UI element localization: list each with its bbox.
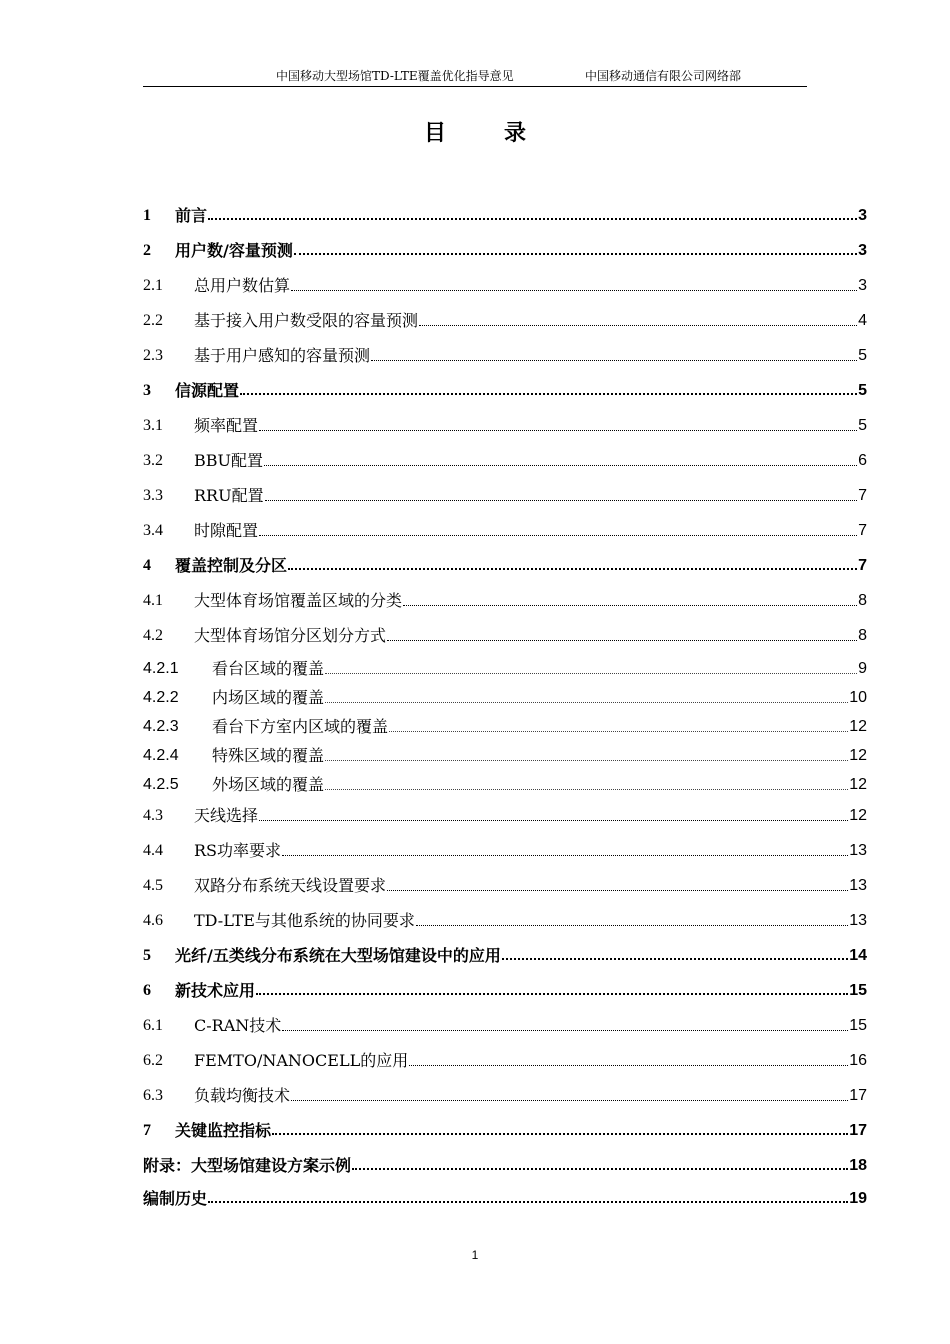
toc-entry-page: 7 [858,487,867,504]
toc-entry-number: 2.2 [143,312,163,329]
toc-dot-leader [256,993,848,995]
toc-entry[interactable] [143,275,867,297]
toc-dot-leader [288,568,857,570]
toc-entry-page: 8 [858,592,867,609]
toc-dot-leader [259,535,857,536]
toc-dot-leader [416,925,848,926]
toc-entry-page: 13 [849,842,867,859]
toc-entry[interactable] [143,520,867,542]
page-number: 1 [471,1248,479,1262]
toc-entry-page: 9 [858,660,867,677]
toc-entry-title: 编制历史 [143,1189,208,1208]
toc-title-char-1: 目 [423,121,446,146]
toc-entry-title: 内场区域的覆盖 [212,688,325,707]
toc-entry-page: 8 [858,627,867,644]
toc-entry[interactable] [143,1015,867,1037]
toc-entry-page: 7 [858,557,867,574]
toc-entry[interactable] [143,1050,867,1072]
toc-entry-page: 3 [858,277,867,294]
toc-entry-page: 14 [849,947,867,964]
toc-entry-title: 信源配置 [175,381,240,400]
toc-dot-leader [208,218,857,220]
toc-entry-number: 4.2.1 [143,660,179,677]
toc-entry-number: 4.3 [143,807,163,824]
toc-dot-leader [259,430,857,431]
toc-entry-title: 覆盖控制及分区 [175,556,288,575]
toc-entry-title: 用户数/容量预测 [175,241,293,260]
toc-entry-page: 16 [849,1052,867,1069]
toc-entry-title: 新技术应用 [175,981,256,1000]
toc-entry[interactable] [143,345,867,367]
toc-entry-page: 7 [858,522,867,539]
toc-entry-page: 18 [849,1157,867,1174]
toc-dot-leader [419,325,857,326]
toc-entry-number: 4.6 [143,912,163,929]
toc-entry-title: 前言 [175,206,208,225]
toc-dot-leader [294,253,857,255]
toc-entry-page: 5 [858,417,867,434]
toc-dot-leader [325,789,848,790]
toc-entry-page: 17 [849,1122,867,1139]
toc-entry-page: 12 [849,776,867,793]
toc-entry-number: 6 [143,982,151,999]
toc-dot-leader [240,393,857,395]
toc-entry-page: 17 [849,1087,867,1104]
toc-entry-page: 10 [849,689,867,706]
toc-entry-title: 双路分布系统天线设置要求 [194,876,387,895]
toc-entry-title: 看台下方室内区域的覆盖 [212,717,389,736]
toc-dot-leader [259,820,848,821]
toc-entry[interactable] [143,205,867,227]
toc-entry-title: BBU配置 [194,451,264,470]
toc-entry[interactable] [143,380,867,402]
toc-entry[interactable] [143,625,867,647]
toc-dot-leader [291,290,857,291]
toc-entry-title: 基于接入用户数受限的容量预测 [194,311,419,330]
toc-dot-leader [282,855,848,856]
toc-dot-leader [208,1201,848,1203]
toc-entry[interactable] [143,415,867,437]
toc-entry[interactable] [143,555,867,577]
page-header [143,68,807,87]
header-organization: 中国移动通信有限公司网络部 [585,69,742,83]
toc-dot-leader [371,360,857,361]
toc-entry-title: 外场区域的覆盖 [212,775,325,794]
toc-entry-number: 4.5 [143,877,163,894]
toc-entry[interactable] [143,1188,867,1210]
toc-entry[interactable] [143,875,867,897]
toc-entry-page: 13 [849,877,867,894]
toc-dot-leader [264,465,857,466]
toc-title-char-2: 录 [504,121,527,146]
toc-entry[interactable] [143,1085,867,1107]
toc-dot-leader [325,702,848,703]
toc-entry-page: 6 [858,452,867,469]
toc-entry[interactable] [143,590,867,612]
toc-entry-page: 5 [858,347,867,364]
toc-entry[interactable] [143,687,867,709]
toc-entry-number: 4.2.5 [143,776,179,793]
toc-entry[interactable] [143,774,867,796]
toc-entry-title: 光纤/五类线分布系统在大型场馆建设中的应用 [175,946,501,965]
toc-dot-leader [325,760,848,761]
toc-dot-leader [325,673,857,674]
toc-entry-title: C-RAN技术 [194,1016,282,1035]
toc-entry-number: 4.2.4 [143,747,179,764]
toc-entry-page: 12 [849,718,867,735]
toc-entry-title: RS功率要求 [194,841,282,860]
toc-entry-page: 15 [849,1017,867,1034]
toc-entry-number: 4.2 [143,627,163,644]
toc-entry-number: 4 [143,557,151,574]
toc-entry-number: 2 [143,242,151,259]
toc-entry[interactable] [143,310,867,332]
toc-entry-title: 大型体育场馆覆盖区域的分类 [194,591,403,610]
toc-entry[interactable] [143,945,867,967]
toc-entry-title: 特殊区域的覆盖 [212,746,325,765]
toc-dot-leader [387,640,857,641]
toc-entry-number: 5 [143,947,151,964]
toc-entry-page: 3 [858,207,867,224]
toc-entry-title: 频率配置 [194,416,259,435]
toc-entry-number: 3.3 [143,487,163,504]
toc-entry-page: 5 [858,382,867,399]
toc-dot-leader [502,958,848,960]
toc-entry-page: 15 [849,982,867,999]
toc-entry-number: 3.4 [143,522,163,539]
toc-entry-page: 3 [858,242,867,259]
toc-entry[interactable] [143,1120,867,1142]
toc-entry[interactable] [143,980,867,1002]
toc-entry[interactable] [143,658,867,680]
toc-entry-number: 6.3 [143,1087,163,1104]
toc-entry[interactable] [143,450,867,472]
toc-entry-title: 看台区域的覆盖 [212,659,325,678]
toc-entry-number: 4.1 [143,592,163,609]
toc-entry-number: 4.4 [143,842,163,859]
toc-entry[interactable] [143,840,867,862]
toc-entry-title: RRU配置 [194,486,264,505]
toc-entry-title: FEMTO/NANOCELL的应用 [194,1051,409,1070]
toc-entry-number: 6.1 [143,1017,163,1034]
toc-entry-number: 3.2 [143,452,163,469]
toc-entry-page: 4 [858,312,867,329]
toc-entry-number: 1 [143,207,151,224]
toc-entry-number: 2.1 [143,277,163,294]
toc-dot-leader [387,890,848,891]
toc-entry-number: 6.2 [143,1052,163,1069]
toc-title [0,116,950,147]
toc-entry[interactable] [143,805,867,827]
toc-dot-leader [291,1100,848,1101]
toc-entry-title: 负载均衡技术 [194,1086,291,1105]
toc-entry-title: 关键监控指标 [175,1121,272,1140]
toc-entry-title: 附录：大型场馆建设方案示例 [143,1156,352,1175]
toc-entry-page: 19 [849,1190,867,1207]
toc-dot-leader [282,1030,848,1031]
toc-entry-number: 3.1 [143,417,163,434]
toc-dot-leader [265,500,858,501]
toc-entry[interactable] [143,716,867,738]
toc-entry-number: 4.2.2 [143,689,179,706]
toc-entry-title: 时隙配置 [194,521,259,540]
toc-entry-title: TD-LTE与其他系统的协同要求 [194,911,415,930]
toc-entry-number: 2.3 [143,347,163,364]
toc-dot-leader [272,1133,848,1135]
toc-entry[interactable] [143,485,867,507]
header-document-title: 中国移动大型场馆TD-LTE覆盖优化指导意见 [276,69,514,83]
toc-entry[interactable] [143,240,867,262]
toc-entry-number: 3 [143,382,151,399]
toc-entry-title: 天线选择 [194,806,259,825]
toc-entry-title: 基于用户感知的容量预测 [194,346,371,365]
toc-entry[interactable] [143,745,867,767]
toc-dot-leader [403,605,857,606]
toc-dot-leader [409,1065,848,1066]
toc-entry-page: 12 [849,807,867,824]
toc-entry[interactable] [143,910,867,932]
toc-entry-title: 总用户数估算 [194,276,291,295]
toc-entry-page: 12 [849,747,867,764]
toc-entry-number: 7 [143,1122,151,1139]
toc-entry-title: 大型体育场馆分区划分方式 [194,626,387,645]
toc-dot-leader [352,1168,848,1170]
toc-entry[interactable] [143,1155,867,1177]
toc-dot-leader [389,731,848,732]
toc-entry-number: 4.2.3 [143,718,179,735]
toc-entry-page: 13 [849,912,867,929]
